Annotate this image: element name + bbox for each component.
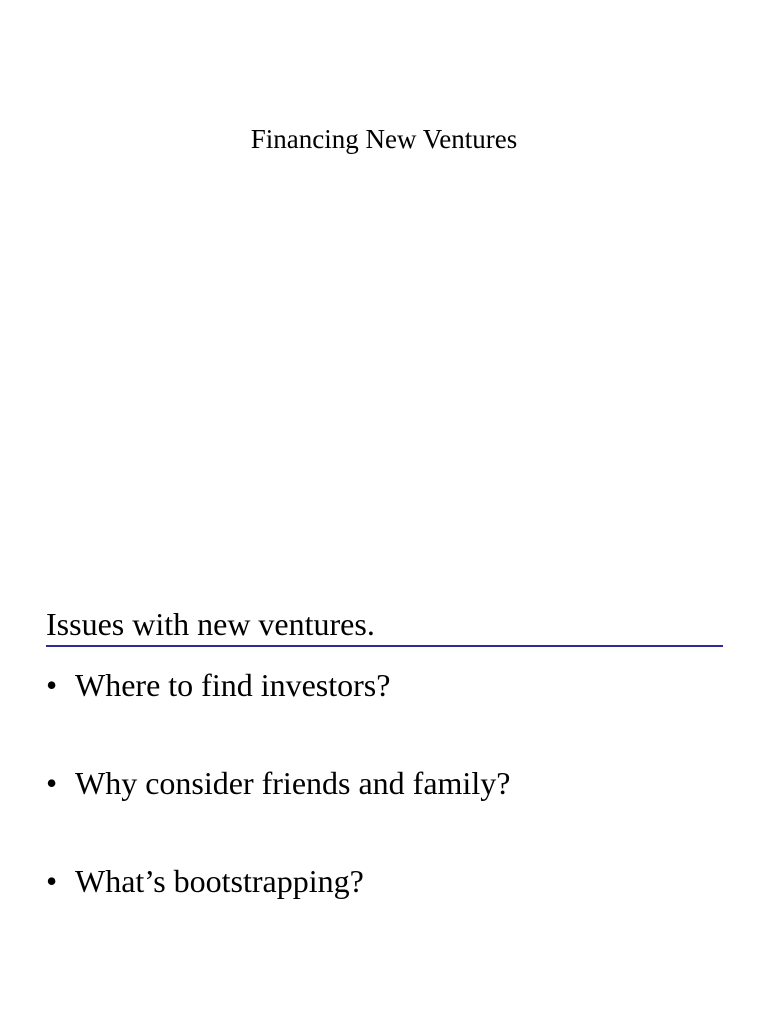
bullet-list (46, 666, 510, 960)
list-item (46, 666, 510, 704)
bullet-icon: • (46, 667, 58, 703)
bullet-text: Where to find investors? (75, 667, 391, 703)
bullet-icon: • (46, 765, 58, 801)
bullet-text: Why consider friends and family? (75, 765, 511, 801)
bullet-text: What’s bootstrapping? (75, 863, 364, 899)
page-title: Financing New Ventures (250, 124, 518, 154)
list-item (46, 862, 510, 900)
list-item (46, 764, 510, 802)
slide-heading: Issues with new ventures. (46, 606, 375, 642)
heading-divider (46, 645, 723, 647)
bullet-icon: • (46, 863, 58, 899)
